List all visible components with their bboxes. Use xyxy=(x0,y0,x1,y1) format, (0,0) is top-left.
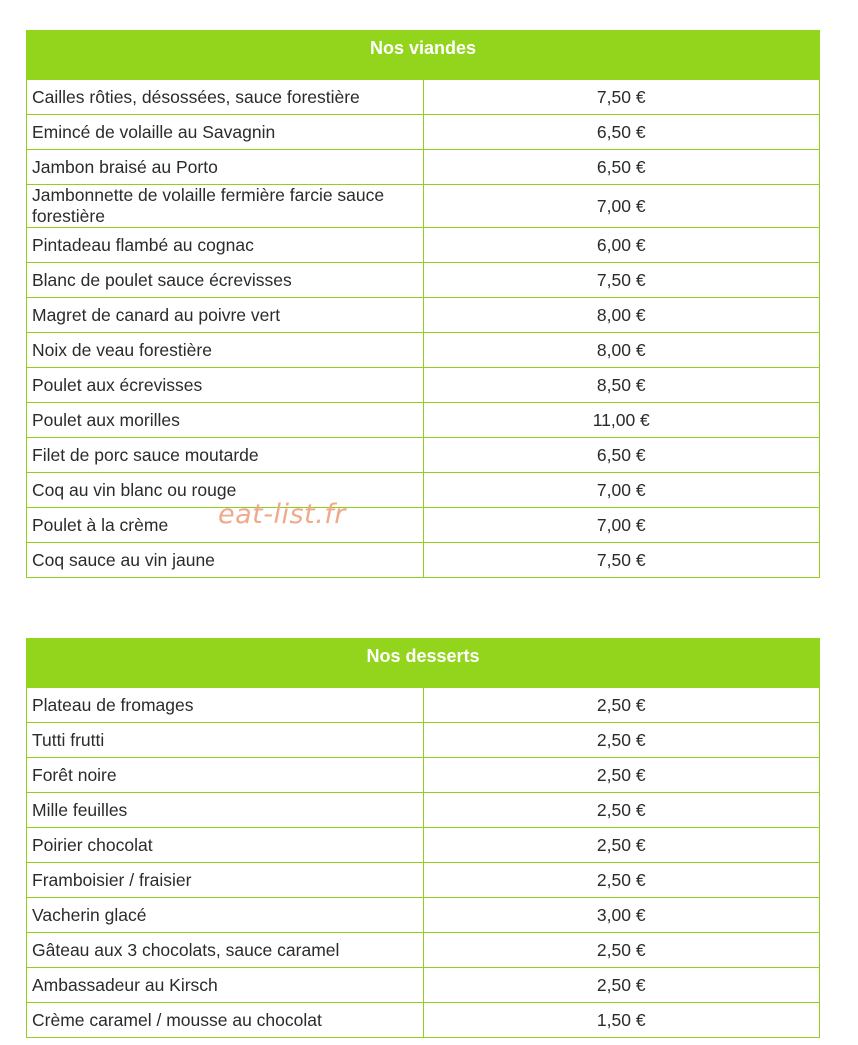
table-row xyxy=(27,933,820,968)
table-row xyxy=(27,1003,820,1038)
dish-name: Tutti frutti xyxy=(27,723,424,758)
dish-price: 2,50 € xyxy=(423,793,820,828)
dish-name: Poirier chocolat xyxy=(27,828,424,863)
meat-menu-table xyxy=(26,30,820,578)
dish-name: Poulet à la crème xyxy=(27,508,424,543)
table-row xyxy=(27,968,820,1003)
table-row xyxy=(27,688,820,723)
dish-price: 8,00 € xyxy=(423,333,820,368)
table-row xyxy=(27,333,820,368)
section-title: Nos desserts xyxy=(27,639,820,688)
dish-name: Emincé de volaille au Savagnin xyxy=(27,115,424,150)
dish-name: Cailles rôties, désossées, sauce forestière xyxy=(27,80,424,115)
dish-price: 3,00 € xyxy=(423,898,820,933)
dish-name: Gâteau aux 3 chocolats, sauce caramel xyxy=(27,933,424,968)
dish-name: Coq sauce au vin jaune xyxy=(27,543,424,578)
table-row xyxy=(27,228,820,263)
dish-name: Noix de veau forestière xyxy=(27,333,424,368)
dish-name: Ambassadeur au Kirsch xyxy=(27,968,424,1003)
dish-price: 7,50 € xyxy=(423,263,820,298)
dish-name: Blanc de poulet sauce écrevisses xyxy=(27,263,424,298)
table-row xyxy=(27,863,820,898)
table-row xyxy=(27,403,820,438)
table-row xyxy=(27,793,820,828)
dish-name: Filet de porc sauce moutarde xyxy=(27,438,424,473)
table-row xyxy=(27,723,820,758)
table-row xyxy=(27,298,820,333)
dish-name: Poulet aux écrevisses xyxy=(27,368,424,403)
table-row xyxy=(27,758,820,793)
dish-name: Forêt noire xyxy=(27,758,424,793)
dish-price: 6,50 € xyxy=(423,438,820,473)
dish-price: 7,50 € xyxy=(423,543,820,578)
dish-price: 7,00 € xyxy=(423,473,820,508)
dish-price: 2,50 € xyxy=(423,933,820,968)
table-row xyxy=(27,898,820,933)
dessert-menu-table xyxy=(26,638,820,1038)
table-row xyxy=(27,185,820,228)
dish-name: Mille feuilles xyxy=(27,793,424,828)
table-row xyxy=(27,263,820,298)
dish-price: 6,50 € xyxy=(423,150,820,185)
table-row xyxy=(27,115,820,150)
dish-name: Plateau de fromages xyxy=(27,688,424,723)
table-header-row xyxy=(27,639,820,688)
dish-price: 2,50 € xyxy=(423,828,820,863)
dish-price: 2,50 € xyxy=(423,758,820,793)
table-row xyxy=(27,150,820,185)
dish-name: Vacherin glacé xyxy=(27,898,424,933)
dish-name: Jambon braisé au Porto xyxy=(27,150,424,185)
dish-price: 2,50 € xyxy=(423,968,820,1003)
dish-name: Crème caramel / mousse au chocolat xyxy=(27,1003,424,1038)
dish-price: 8,50 € xyxy=(423,368,820,403)
table-row xyxy=(27,80,820,115)
table-row xyxy=(27,368,820,403)
dish-name: Jambonnette de volaille fermière farcie sauce forestière xyxy=(27,185,424,228)
dish-price: 2,50 € xyxy=(423,863,820,898)
dish-price: 7,50 € xyxy=(423,80,820,115)
dish-price: 1,50 € xyxy=(423,1003,820,1038)
table-row xyxy=(27,473,820,508)
table-header-row xyxy=(27,31,820,80)
dish-name: Coq au vin blanc ou rouge xyxy=(27,473,424,508)
table-row xyxy=(27,508,820,543)
table-row xyxy=(27,543,820,578)
dish-price: 2,50 € xyxy=(423,688,820,723)
section-title: Nos viandes xyxy=(27,31,820,80)
dish-name: Magret de canard au poivre vert xyxy=(27,298,424,333)
dish-price: 7,00 € xyxy=(423,185,820,228)
table-row xyxy=(27,828,820,863)
dish-price: 6,00 € xyxy=(423,228,820,263)
dish-price: 8,00 € xyxy=(423,298,820,333)
dish-price: 11,00 € xyxy=(423,403,820,438)
table-row xyxy=(27,438,820,473)
watermark: eat-list.fr xyxy=(218,499,346,530)
dish-name: Poulet aux morilles xyxy=(27,403,424,438)
dish-name: Framboisier / fraisier xyxy=(27,863,424,898)
dish-price: 7,00 € xyxy=(423,508,820,543)
dish-name: Pintadeau flambé au cognac xyxy=(27,228,424,263)
dish-price: 6,50 € xyxy=(423,115,820,150)
dish-price: 2,50 € xyxy=(423,723,820,758)
